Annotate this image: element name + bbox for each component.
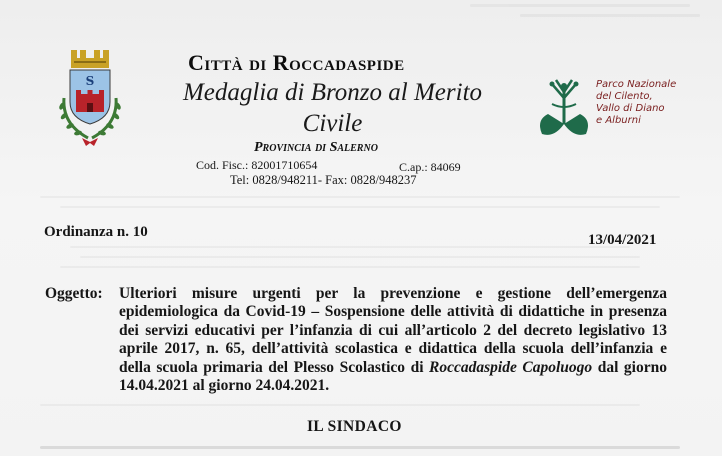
medal-subtitle: Medaglia di Bronzo al Merito Civile — [182, 79, 483, 137]
ordinance-number: Ordinanza n. 10 — [44, 224, 148, 240]
subject-place: Roccadaspide Capoluogo — [429, 358, 593, 376]
subject-label: Oggetto: — [45, 285, 103, 302]
city-title: Città di Roccadaspide — [188, 50, 405, 75]
park-name — [596, 79, 692, 127]
subject-text-part: dal giorno 14.04.2021 al giorno 24.04.2021. — [119, 358, 667, 395]
mayor-heading: IL SINDACO — [307, 418, 402, 435]
province-line: Provincia di Salerno — [254, 140, 378, 155]
city-crest-icon — [50, 46, 130, 152]
park-name-line: Vallo di Diano — [596, 103, 665, 114]
next-line-fragment — [40, 446, 680, 449]
park-name-line: Parco Nazionale — [596, 79, 677, 90]
postal-code: C.ap.: 84069 — [399, 160, 461, 174]
subject-text — [119, 285, 667, 395]
subject-text-part: Ulteriori misure urgenti per la prevenzione e gestione dell’emergenza epidemiologica da Covid-19 – Sospensione delle attività di didattiche in presenza dei servizi educativi per l’infanzia di cui all’articolo 2 del decreto legislativo 13 aprile 2017, n. 65, dell’attività scolastica e didattica della scuola dell’infanzia e della scuola primaria del Plesso Scolastico di — [119, 285, 667, 376]
svg-text:S: S — [85, 74, 95, 88]
contact-line: Tel: 0828/948211- Fax: 0828/948237 — [230, 173, 417, 187]
fiscal-code: Cod. Fisc.: 82001710654 — [196, 158, 318, 172]
park-name-line: e Alburni — [596, 115, 641, 126]
ordinance-date: 13/04/2021 — [588, 232, 657, 248]
park-name-line: del Cilento, — [596, 91, 653, 102]
